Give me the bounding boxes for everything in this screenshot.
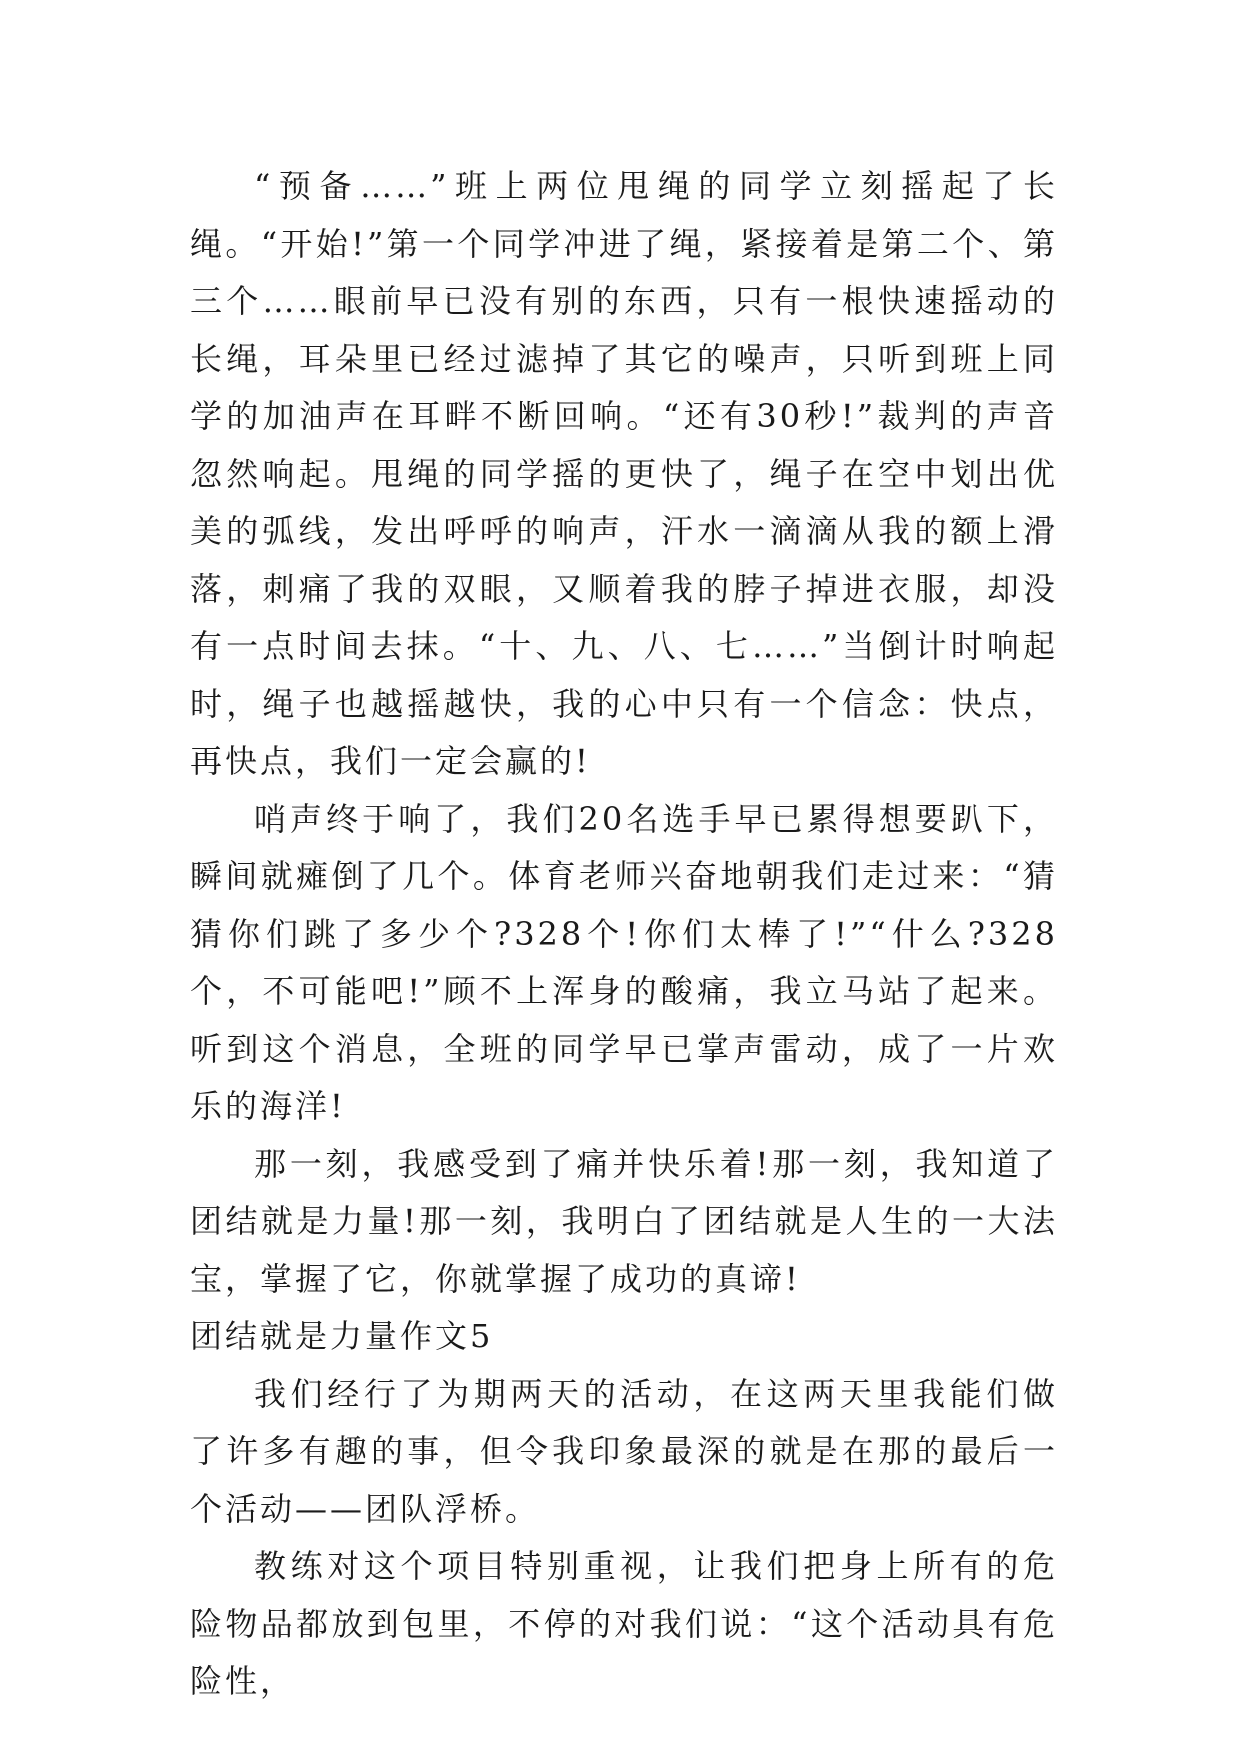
document-page [190, 158, 1058, 1711]
section-title: 团结就是力量作文5 [190, 1317, 494, 1355]
paragraph-5: 教练对这个项目特别重视，让我们把身上所有的危险物品都放到包里，不停的对我们说：“这个活动具有危险性， [190, 1547, 1058, 1700]
paragraph-2: 哨声终于响了，我们20名选手早已累得想要趴下，瞬间就瘫倒了几个。体育老师兴奋地朝我们走过来：“猜猜你们跳了多少个?328个!你们太棒了!”“什么?328个，不可能吧!”顾不上浑身的酸痛，我立马站了起来。听到这个消息，全班的同学早已掌声雷动，成了一片欢乐的海洋! [190, 799, 1058, 1125]
paragraph-3: 那一刻，我感受到了痛并快乐着!那一刻，我知道了团结就是力量!那一刻，我明白了团结就是人生的一大法宝，掌握了它，你就掌握了成功的真谛! [190, 1144, 1058, 1298]
paragraph-4: 我们经行了为期两天的活动，在这两天里我能们做了许多有趣的事，但令我印象最深的就是在那的最后一个活动——团队浮桥。 [190, 1374, 1058, 1528]
paragraph-1: “预备……”班上两位甩绳的同学立刻摇起了长绳。“开始!”第一个同学冲进了绳，紧接着是第二个、第三个……眼前早已没有别的东西，只有一根快速摇动的长绳，耳朵里已经过滤掉了其它的噪声，只听到班上同学的加油声在耳畔不断回响。“还有30秒!”裁判的声音忽然响起。甩绳的同学摇的更快了，绳子在空中划出优美的弧线，发出呼呼的响声，汗水一滴滴从我的额上滑落，刺痛了我的双眼，又顺着我的脖子掉进衣服，却没有一点时间去抹。“十、九、八、七……”当倒计时响起时，绳子也越摇越快，我的心中只有一个信念：快点，再快点，我们一定会赢的! [190, 167, 1058, 780]
